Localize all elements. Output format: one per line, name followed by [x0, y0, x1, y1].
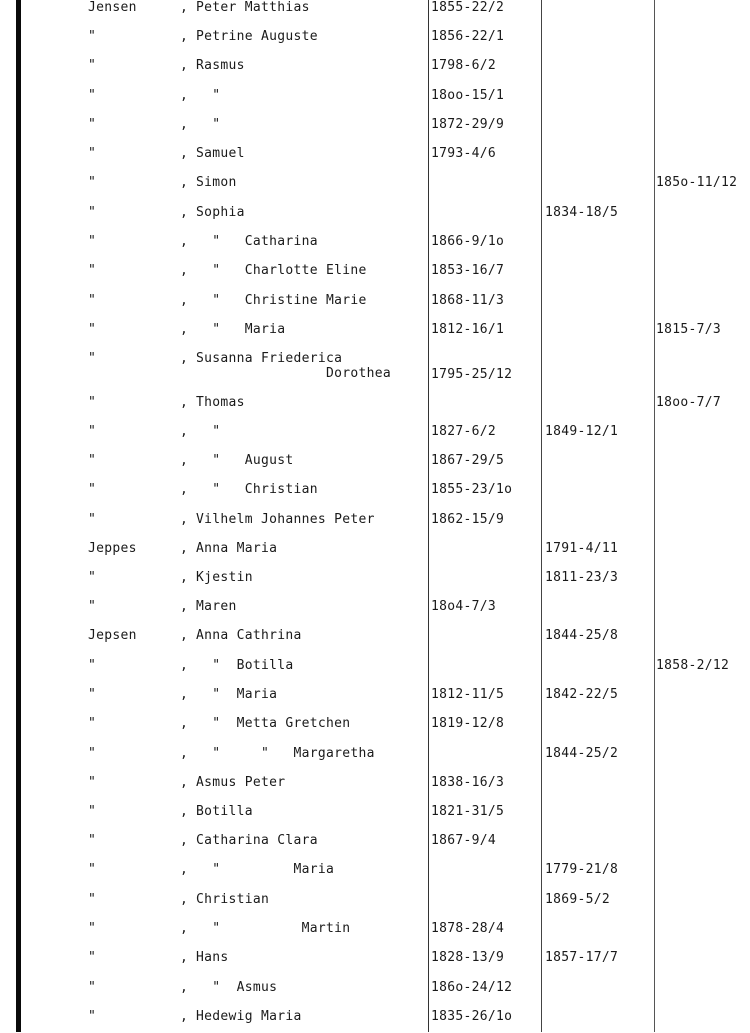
- surname: ": [88, 482, 97, 497]
- comma-separator: ,: [180, 29, 189, 44]
- given-name: Thomas: [196, 395, 245, 410]
- date-column-1: 1821-31/5: [431, 804, 505, 819]
- register-row: [0, 570, 750, 594]
- comma-separator: ,: [180, 716, 189, 731]
- register-row: [0, 0, 750, 24]
- surname: ": [88, 892, 97, 907]
- date-column-1: 1867-29/5: [431, 453, 505, 468]
- surname: ": [88, 746, 97, 761]
- surname: ": [88, 263, 97, 278]
- given-name: Samuel: [196, 146, 245, 161]
- given-name: " Botilla: [196, 658, 294, 673]
- given-name: " Maria: [196, 322, 286, 337]
- register-row: [0, 263, 750, 287]
- given-name: Hedewig Maria: [196, 1009, 302, 1024]
- date-column-1: 1793-4/6: [431, 146, 497, 161]
- comma-separator: ,: [180, 482, 189, 497]
- surname: ": [88, 687, 97, 702]
- date-column-1: 1866-9/1o: [431, 234, 505, 249]
- date-column-1: 1812-16/1: [431, 322, 505, 337]
- comma-separator: ,: [180, 804, 189, 819]
- comma-separator: ,: [180, 892, 189, 907]
- register-row: [0, 833, 750, 857]
- comma-separator: ,: [180, 293, 189, 308]
- date-column-1: 1798-6/2: [431, 58, 497, 73]
- given-name: " August: [196, 453, 294, 468]
- register-row: [0, 395, 750, 419]
- comma-separator: ,: [180, 541, 189, 556]
- date-column-1: 1867-9/4: [431, 833, 497, 848]
- date-column-2: 1834-18/5: [545, 205, 619, 220]
- given-name: " Metta Gretchen: [196, 716, 351, 731]
- register-row: [0, 921, 750, 945]
- surname: ": [88, 921, 97, 936]
- date-column-1: 1828-13/9: [431, 950, 505, 965]
- date-column-1: 18oo-15/1: [431, 88, 505, 103]
- date-column-3: 1815-7/3: [656, 322, 722, 337]
- date-column-1: 1855-23/1o: [431, 482, 513, 497]
- date-column-1: 1812-11/5: [431, 687, 505, 702]
- given-name: " Maria: [196, 687, 278, 702]
- given-name: Botilla: [196, 804, 253, 819]
- comma-separator: ,: [180, 322, 189, 337]
- given-name: Asmus Peter: [196, 775, 286, 790]
- register-row: [0, 628, 750, 652]
- comma-separator: ,: [180, 980, 189, 995]
- comma-separator: ,: [180, 628, 189, 643]
- date-column-1: 1856-22/1: [431, 29, 505, 44]
- date-column-2: 1869-5/2: [545, 892, 611, 907]
- date-column-1: 1855-22/2: [431, 0, 505, 15]
- comma-separator: ,: [180, 512, 189, 527]
- surname: ": [88, 570, 97, 585]
- comma-separator: ,: [180, 263, 189, 278]
- comma-separator: ,: [180, 862, 189, 877]
- surname: ": [88, 1009, 97, 1024]
- date-column-3: 185o-11/12: [656, 175, 738, 190]
- date-column-1: 1868-11/3: [431, 293, 505, 308]
- given-name: " Martin: [196, 921, 351, 936]
- register-row: [0, 775, 750, 799]
- given-name: Vilhelm Johannes Peter: [196, 512, 375, 527]
- comma-separator: ,: [180, 453, 189, 468]
- surname: ": [88, 175, 97, 190]
- date-column-1: 1835-26/1o: [431, 1009, 513, 1024]
- date-column-1: 186o-24/12: [431, 980, 513, 995]
- comma-separator: ,: [180, 746, 189, 761]
- date-column-1: 1862-15/9: [431, 512, 505, 527]
- comma-separator: ,: [180, 175, 189, 190]
- register-row: [0, 1009, 750, 1033]
- date-column-2: 1844-25/2: [545, 746, 619, 761]
- comma-separator: ,: [180, 395, 189, 410]
- surname: ": [88, 234, 97, 249]
- given-name: Hans: [196, 950, 229, 965]
- comma-separator: ,: [180, 424, 189, 439]
- surname: ": [88, 58, 97, 73]
- surname: ": [88, 117, 97, 132]
- date-column-3: 18oo-7/7: [656, 395, 722, 410]
- given-name: Anna Cathrina: [196, 628, 302, 643]
- given-name: Simon: [196, 175, 237, 190]
- register-row: [0, 117, 750, 141]
- surname: ": [88, 862, 97, 877]
- given-name: Rasmus: [196, 58, 245, 73]
- given-name: ": [196, 424, 221, 439]
- comma-separator: ,: [180, 570, 189, 585]
- surname: ": [88, 322, 97, 337]
- given-name: " Catharina: [196, 234, 318, 249]
- date-column-2: 1857-17/7: [545, 950, 619, 965]
- surname: ": [88, 804, 97, 819]
- comma-separator: ,: [180, 599, 189, 614]
- given-name: Kjestin: [196, 570, 253, 585]
- register-row: [0, 424, 750, 448]
- date-column-1: 1795-25/12: [431, 367, 513, 382]
- date-column-2: 1849-12/1: [545, 424, 619, 439]
- surname: Jensen: [88, 0, 137, 15]
- given-name: " Asmus: [196, 980, 278, 995]
- surname: ": [88, 293, 97, 308]
- given-name: Catharina Clara: [196, 833, 318, 848]
- register-row: [0, 293, 750, 317]
- comma-separator: ,: [180, 775, 189, 790]
- surname: ": [88, 950, 97, 965]
- comma-separator: ,: [180, 833, 189, 848]
- register-row: [0, 29, 750, 53]
- comma-separator: ,: [180, 658, 189, 673]
- given-name: Sophia: [196, 205, 245, 220]
- surname: ": [88, 395, 97, 410]
- given-name: Susanna Friederica Dorothea: [196, 351, 392, 381]
- register-row: [0, 746, 750, 770]
- register-row: [0, 716, 750, 740]
- given-name: " Christine Marie: [196, 293, 367, 308]
- register-row: [0, 351, 750, 382]
- given-name: Christian: [196, 892, 270, 907]
- surname: ": [88, 351, 97, 366]
- given-name: " Christian: [196, 482, 318, 497]
- date-column-1: 1872-29/9: [431, 117, 505, 132]
- surname: ": [88, 775, 97, 790]
- surname: Jeppes: [88, 541, 137, 556]
- register-row: [0, 58, 750, 82]
- surname: ": [88, 146, 97, 161]
- register-row: [0, 482, 750, 506]
- surname: ": [88, 512, 97, 527]
- surname: ": [88, 833, 97, 848]
- date-column-1: 18o4-7/3: [431, 599, 497, 614]
- register-row: [0, 88, 750, 112]
- date-column-2: 1811-23/3: [545, 570, 619, 585]
- register-row: [0, 804, 750, 828]
- comma-separator: ,: [180, 146, 189, 161]
- comma-separator: ,: [180, 234, 189, 249]
- given-name: ": [196, 88, 221, 103]
- surname: Jepsen: [88, 628, 137, 643]
- register-row: [0, 175, 750, 199]
- register-row: [0, 453, 750, 477]
- given-name: ": [196, 117, 221, 132]
- register-row: [0, 862, 750, 886]
- surname: ": [88, 424, 97, 439]
- date-column-1: 1827-6/2: [431, 424, 497, 439]
- date-column-2: 1844-25/8: [545, 628, 619, 643]
- register-row: [0, 234, 750, 258]
- given-name: Maren: [196, 599, 237, 614]
- comma-separator: ,: [180, 88, 189, 103]
- comma-separator: ,: [180, 0, 189, 15]
- comma-separator: ,: [180, 351, 189, 366]
- date-column-2: 1842-22/5: [545, 687, 619, 702]
- surname: ": [88, 658, 97, 673]
- comma-separator: ,: [180, 921, 189, 936]
- register-row: [0, 980, 750, 1004]
- register-row: [0, 599, 750, 623]
- given-name: " " Margaretha: [196, 746, 375, 761]
- comma-separator: ,: [180, 950, 189, 965]
- register-row: [0, 687, 750, 711]
- given-name: " Maria: [196, 862, 335, 877]
- given-name: Petrine Auguste: [196, 29, 318, 44]
- comma-separator: ,: [180, 1009, 189, 1024]
- given-name: " Charlotte Eline: [196, 263, 367, 278]
- register-row: [0, 205, 750, 229]
- register-row: [0, 512, 750, 536]
- register-row: [0, 892, 750, 916]
- surname: ": [88, 716, 97, 731]
- comma-separator: ,: [180, 117, 189, 132]
- surname: ": [88, 29, 97, 44]
- surname: ": [88, 205, 97, 220]
- surname: ": [88, 599, 97, 614]
- date-column-2: 1791-4/11: [545, 541, 619, 556]
- date-column-1: 1878-28/4: [431, 921, 505, 936]
- date-column-2: 1779-21/8: [545, 862, 619, 877]
- surname: ": [88, 980, 97, 995]
- date-column-3: 1858-2/12: [656, 658, 730, 673]
- given-name: Peter Matthias: [196, 0, 310, 15]
- register-row: [0, 146, 750, 170]
- given-name: Anna Maria: [196, 541, 278, 556]
- register-row: [0, 658, 750, 682]
- comma-separator: ,: [180, 687, 189, 702]
- surname: ": [88, 88, 97, 103]
- date-column-1: 1838-16/3: [431, 775, 505, 790]
- register-row: [0, 322, 750, 346]
- comma-separator: ,: [180, 205, 189, 220]
- register-row: [0, 950, 750, 974]
- comma-separator: ,: [180, 58, 189, 73]
- date-column-1: 1819-12/8: [431, 716, 505, 731]
- surname: ": [88, 453, 97, 468]
- date-column-1: 1853-16/7: [431, 263, 505, 278]
- register-row: [0, 541, 750, 565]
